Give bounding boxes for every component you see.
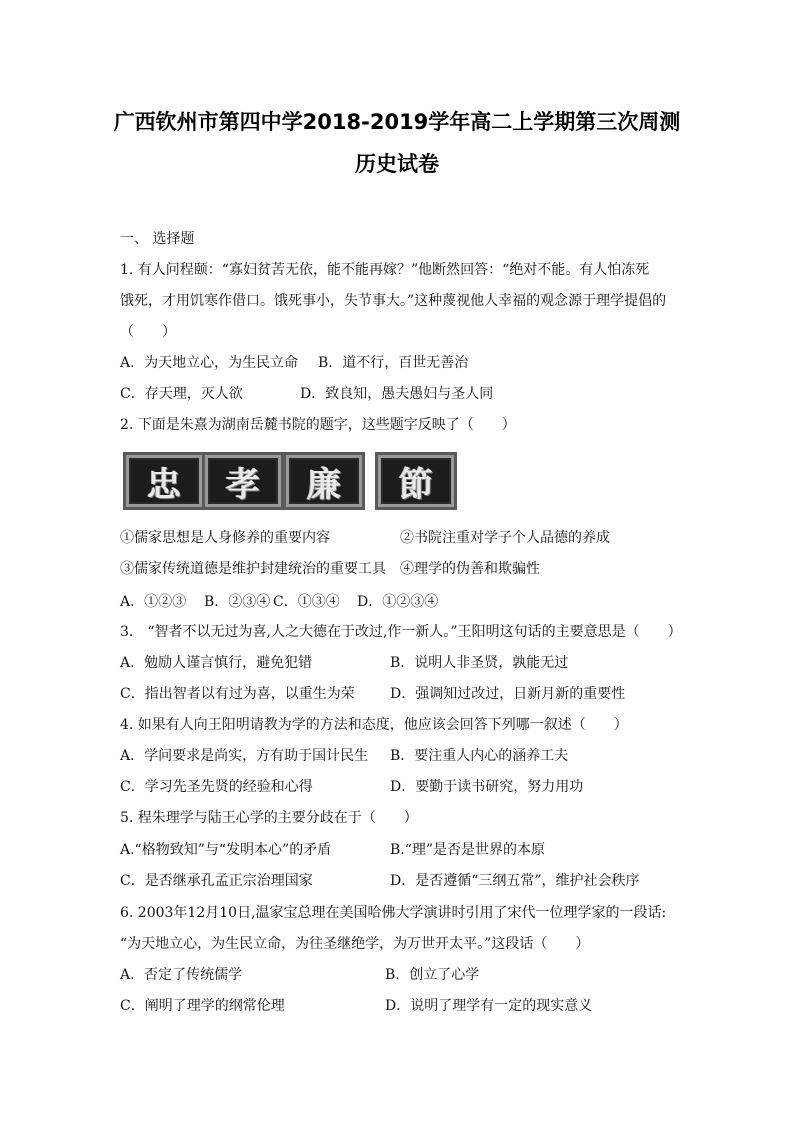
- q1-option-c: C．存天理，灭人欲: [120, 386, 243, 402]
- calligraphy-plaque-1: [123, 452, 205, 510]
- q1-option-b: B．道不行，百世无善治: [318, 355, 469, 371]
- calligraphy-plaque-4: [375, 452, 457, 510]
- q6-stem-line2: “为天地立心，为生民立命，为往圣继绝学，为万世开太平。”这段话（ ）: [120, 936, 590, 952]
- q6-option-c: C．阐明了理学的纲常伦理: [120, 998, 285, 1014]
- q2-option-b: B．②③④: [204, 594, 271, 610]
- q5-option-b: B.“理”是否是世界的本原: [390, 842, 546, 858]
- calligraphy-plaque-2: [202, 452, 284, 510]
- q3-option-a: A．勉励人谨言慎行，避免犯错: [120, 655, 313, 671]
- calligraphy-plaque-3: [283, 452, 365, 510]
- q3-option-c: C．指出智者以有过为喜，以重生为荣: [120, 686, 355, 702]
- q3-option-b: B．说明人非圣贤，孰能无过: [390, 655, 569, 671]
- q3-option-d: D．强调知过改过，日新月新的重要性: [390, 686, 626, 702]
- q3-stem: 3. “智者不以无过为喜,人之大德在于改过,作一新人。”王阳明这句话的主要意思是（ ）: [120, 624, 682, 640]
- q6-option-d: D．说明了理学有一定的现实意义: [385, 998, 593, 1014]
- q2-stem: 2. 下面是朱熹为湖南岳麓书院的题字，这些题字反映了（ ）: [120, 417, 516, 433]
- q6-option-a: A．否定了传统儒学: [120, 967, 243, 983]
- q4-option-d: D．要勤于读书研究，努力用功: [390, 779, 584, 795]
- q4-stem: 4. 如果有人向王阳明请教为学的方法和态度，他应该会回答下列哪一叙述（ ）: [120, 717, 628, 733]
- section-heading: 一、 选择题: [120, 231, 195, 247]
- q4-option-c: C．学习先圣先贤的经验和心得: [120, 779, 313, 795]
- q2-statement-1: ①儒家思想是人身修养的重要内容: [120, 530, 330, 546]
- q5-option-c: C．是否继承孔孟正宗治理国家: [120, 873, 313, 889]
- plaque-char-3: 廉: [307, 464, 341, 505]
- q1-stem-line1: 1. 有人问程颐：“寡妇贫苦无依，能不能再嫁？”他断然回答：“绝对不能。有人怕冻死: [120, 262, 650, 278]
- q2-option-c: C．①③④: [273, 594, 340, 610]
- q2-statement-3: ③儒家传统道德是维护封建统治的重要工具: [120, 561, 386, 577]
- q4-option-b: B．要注重人内心的涵养工夫: [390, 748, 569, 764]
- q6-option-b: B．创立了心学: [385, 967, 480, 983]
- q1-option-a: A．为天地立心，为生民立命: [120, 355, 299, 371]
- q1-stem-line2: 饿死，才用饥寒作借口。饿死事小，失节事大。”这种蔑视他人幸福的观念源于理学提倡的: [120, 293, 667, 309]
- q1-stem-line3: （ ）: [120, 324, 176, 340]
- q2-statement-2: ②书院注重对学子个人品德的养成: [400, 530, 610, 546]
- q2-option-d: D．①②③④: [357, 594, 439, 610]
- q5-stem: 5. 程朱理学与陆王心学的主要分歧在于（ ）: [120, 810, 418, 826]
- q2-statement-4: ④理学的伪善和欺骗性: [400, 561, 540, 577]
- q5-option-a: A.“格物致知”与“发明本心”的矛盾: [120, 842, 332, 858]
- q1-option-d: D．致良知，愚夫愚妇与圣人同: [300, 386, 494, 402]
- plaque-char-2: 孝: [226, 464, 260, 505]
- q5-option-d: D．是否遵循“三纲五常”，维护社会秩序: [390, 873, 640, 889]
- q4-option-a: A．学问要求是尚实，方有助于国计民生: [120, 748, 369, 764]
- q6-stem-line1: 6. 2003年12月10日,温家宝总理在美国哈佛大学演讲时引用了宋代一位理学家的一段话:: [120, 905, 667, 921]
- q2-option-a: A．①②③: [120, 594, 187, 610]
- plaque-char-1: 忠: [147, 464, 181, 505]
- exam-title-line2: 历史试卷: [355, 152, 439, 176]
- exam-title-line1: 广西钦州市第四中学2018-2019学年高二上学期第三次周测: [113, 110, 681, 134]
- plaque-char-4: 節: [399, 464, 433, 505]
